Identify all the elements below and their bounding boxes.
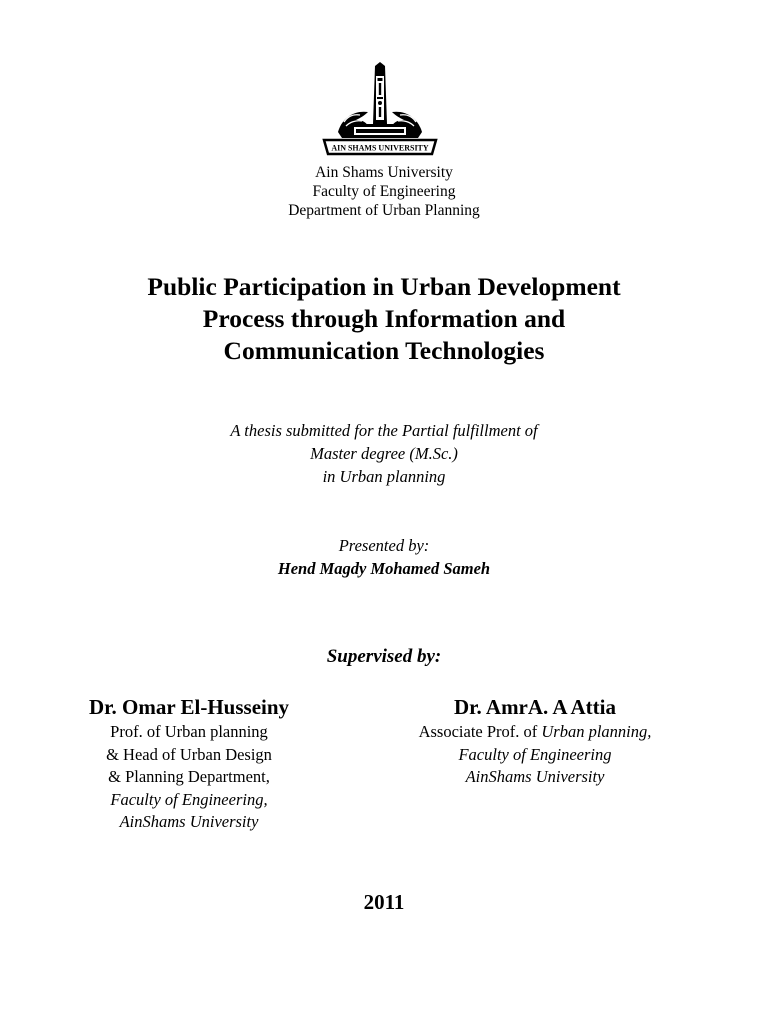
supervisor-2-title [370, 721, 700, 744]
supervisor-2-name: Dr. AmrA. A Attia [454, 695, 616, 719]
presented-block [0, 534, 768, 580]
supervisor-2-title-field: Urban planning, [541, 722, 652, 741]
supervisor-1 [24, 694, 354, 834]
thesis-line-2: Master degree (M.Sc.) [310, 444, 458, 463]
supervised-label: Supervised by: [326, 646, 442, 667]
publication-year: 2011 [363, 890, 405, 914]
supervisor-2-faculty: Faculty of Engineering [458, 744, 612, 764]
supervisor-1-role: & Head of Urban Design [106, 744, 272, 764]
department-name: Department of Urban Planning [288, 202, 480, 219]
title-line-1: Public Participation in Urban Development [147, 272, 621, 301]
supervisor-1-title: Prof. of Urban planning [110, 722, 268, 741]
supervisor-1-university: AinShams University [119, 812, 259, 831]
supervisor-2 [370, 694, 700, 789]
thesis-title [0, 271, 768, 367]
faculty-name: Faculty of Engineering [312, 183, 456, 200]
university-name: Ain Shams University [315, 164, 453, 181]
thesis-line-3: in Urban planning [322, 467, 446, 486]
supervisor-1-department: & Planning Department, [108, 767, 270, 786]
title-line-3: Communication Technologies [223, 336, 545, 365]
institution-block [0, 163, 768, 220]
author-name: Hend Magdy Mohamed Sameh [277, 559, 491, 578]
supervisor-1-faculty: Faculty of Engineering, [110, 789, 268, 809]
supervisor-2-title-prefix: Associate Prof. of [418, 722, 542, 741]
thesis-statement [0, 419, 768, 488]
thesis-line-1: A thesis submitted for the Partial fulfillment of [230, 421, 538, 440]
university-logo [320, 62, 440, 160]
supervisor-2-university: AinShams University [465, 767, 605, 786]
supervisor-1-name: Dr. Omar El-Husseiny [88, 695, 290, 719]
title-line-2: Process through Information and [202, 304, 566, 333]
logo-text: AIN SHAMS UNIVERSITY [331, 143, 429, 153]
presented-label: Presented by: [338, 536, 430, 555]
